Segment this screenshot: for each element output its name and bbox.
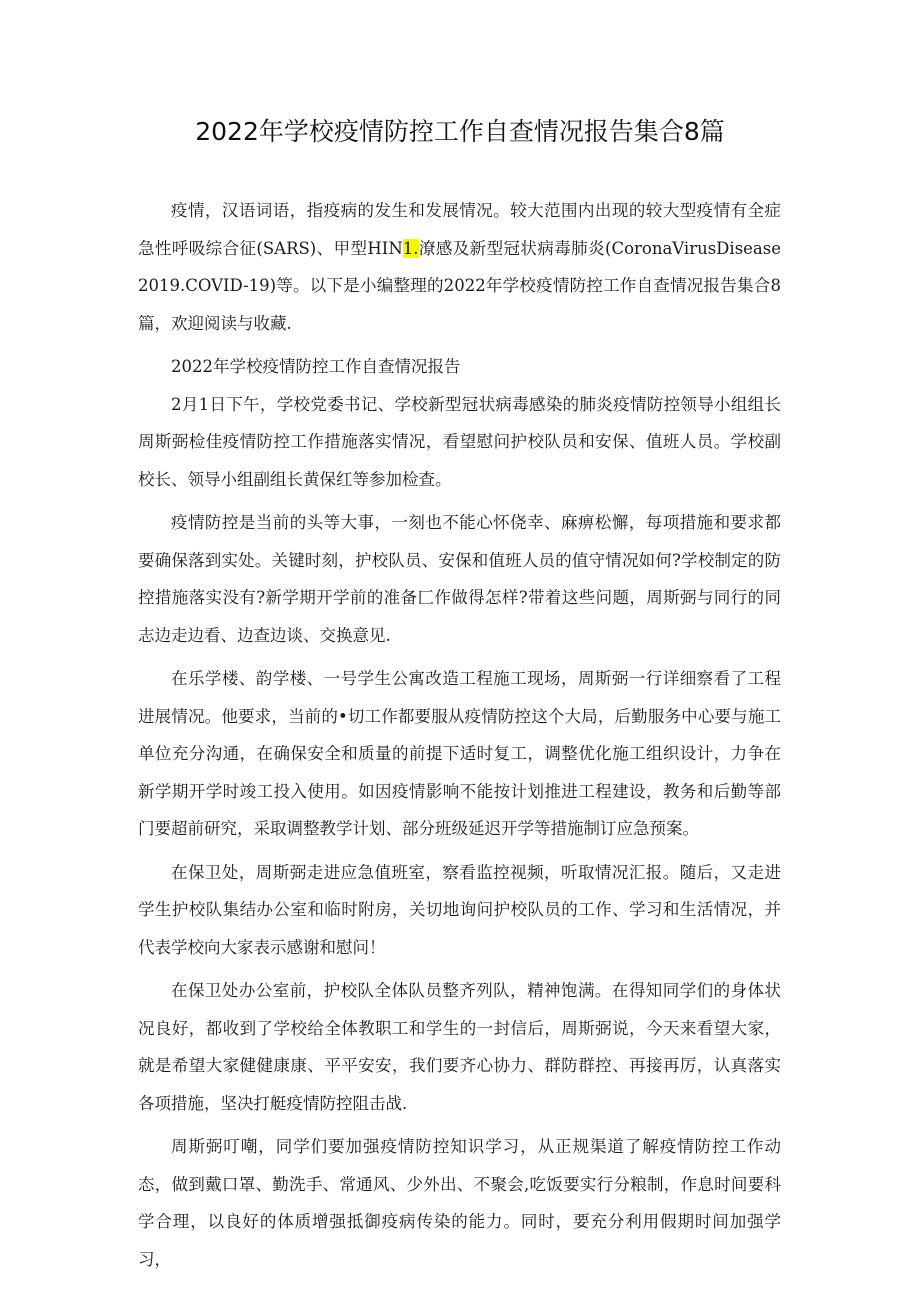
intro-text-end: 潦感及新型冠状病毒肺炎(CoronaVirusDisease2019.COVID-19)等。以下是小编整理的2022年学校疫情防控工作自查情况报告集合8篇，欢迎阅读与收藏. bbox=[138, 238, 781, 333]
intro-text-start: 疫情，汉语词语，指疫病的发生和发展情况。较大范围内出现的较大型疫情有全症急性呼吸综合征(SARS)、甲型HIN bbox=[138, 201, 781, 258]
document-body bbox=[138, 192, 781, 1284]
highlighted-text: 1. bbox=[402, 238, 419, 258]
document-title: 2022年学校疫情防控工作自查情况报告集合8篇 bbox=[195, 117, 725, 146]
section-heading: 2022年学校疫情防控工作自查情况报告 bbox=[171, 357, 461, 376]
body-paragraph: 在保卫处，周斯弼走进应急值班室，察看监控视频，听取情况汇报。随后，又走进学生护校队集结办公室和临时附房，关切地询问护校队员的工作、学习和生活情况，并代表学校向大家表示感谢和慰问！ bbox=[138, 862, 781, 957]
intro-paragraph bbox=[138, 192, 781, 342]
body-paragraph: 疫情防控是当前的头等大事，一刻也不能心怀侥幸、麻痹松懈，每项措施和要求都要确保落到实处。关键时刻，护校队员、安保和值班人员的值守情况如何?学校制定的防控措施落实没有?新学期开学前的准备匚作做得怎样?带着这些问题，周斯弼与同行的同志边走边看、边查边谈、交换意见. bbox=[138, 513, 781, 645]
body-paragraph: 在保卫处办公室前，护校队全体队员整齐列队，精神饱满。在得知同学们的身体状况良好，都收到了学校给全体教职工和学生的一封信后，周斯弼说，今天来看望大家，就是希望大家健健康康、平平安安，我们要齐心协力、群防群控、再接再厉，认真落实各项措施，坚决打艇疫情防控阻击战. bbox=[138, 981, 781, 1113]
body-paragraph: 2月1日下午，学校党委书记、学校新型冠状病毒感染的肺炎疫情防控领导小组组长周斯弼检佳疫情防控工作措施落实情况，看望慰问护校队员和安保、值班人员。学校副校长、领导小组副组长黄保红等参加检查。 bbox=[138, 394, 781, 489]
body-paragraph: 周斯弼叮嘲，同学们要加强疫情防控知识学习，从正规渠道了解疫情防控工作动态，做到戴口罩、勤洗手、常通风、少外出、不聚会,吃饭要实行分粮制，作息时间要科学合理，以良好的体质增强抵御疫病传染的能力。同时，要充分利用假期时间加强学习， bbox=[138, 1137, 781, 1269]
body-paragraph: 在乐学楼、韵学楼、一号学生公寓改造工程施工现场，周斯弼一行详细察看了工程进展情况。他要求，当前的•切工作都要服从疫情防控这个大局，后勤服务中心要与施工单位充分沟通，在确保安全和质量的前提下适时复工，调整优化施工组织设计，力争在新学期开学时竣工投入使用。如因疫情影响不能按计划推进工程建设，教务和后勤等部门要超前研究，采取调整教学计划、部分班级延迟开学等措施制订应急预案。 bbox=[138, 669, 781, 838]
